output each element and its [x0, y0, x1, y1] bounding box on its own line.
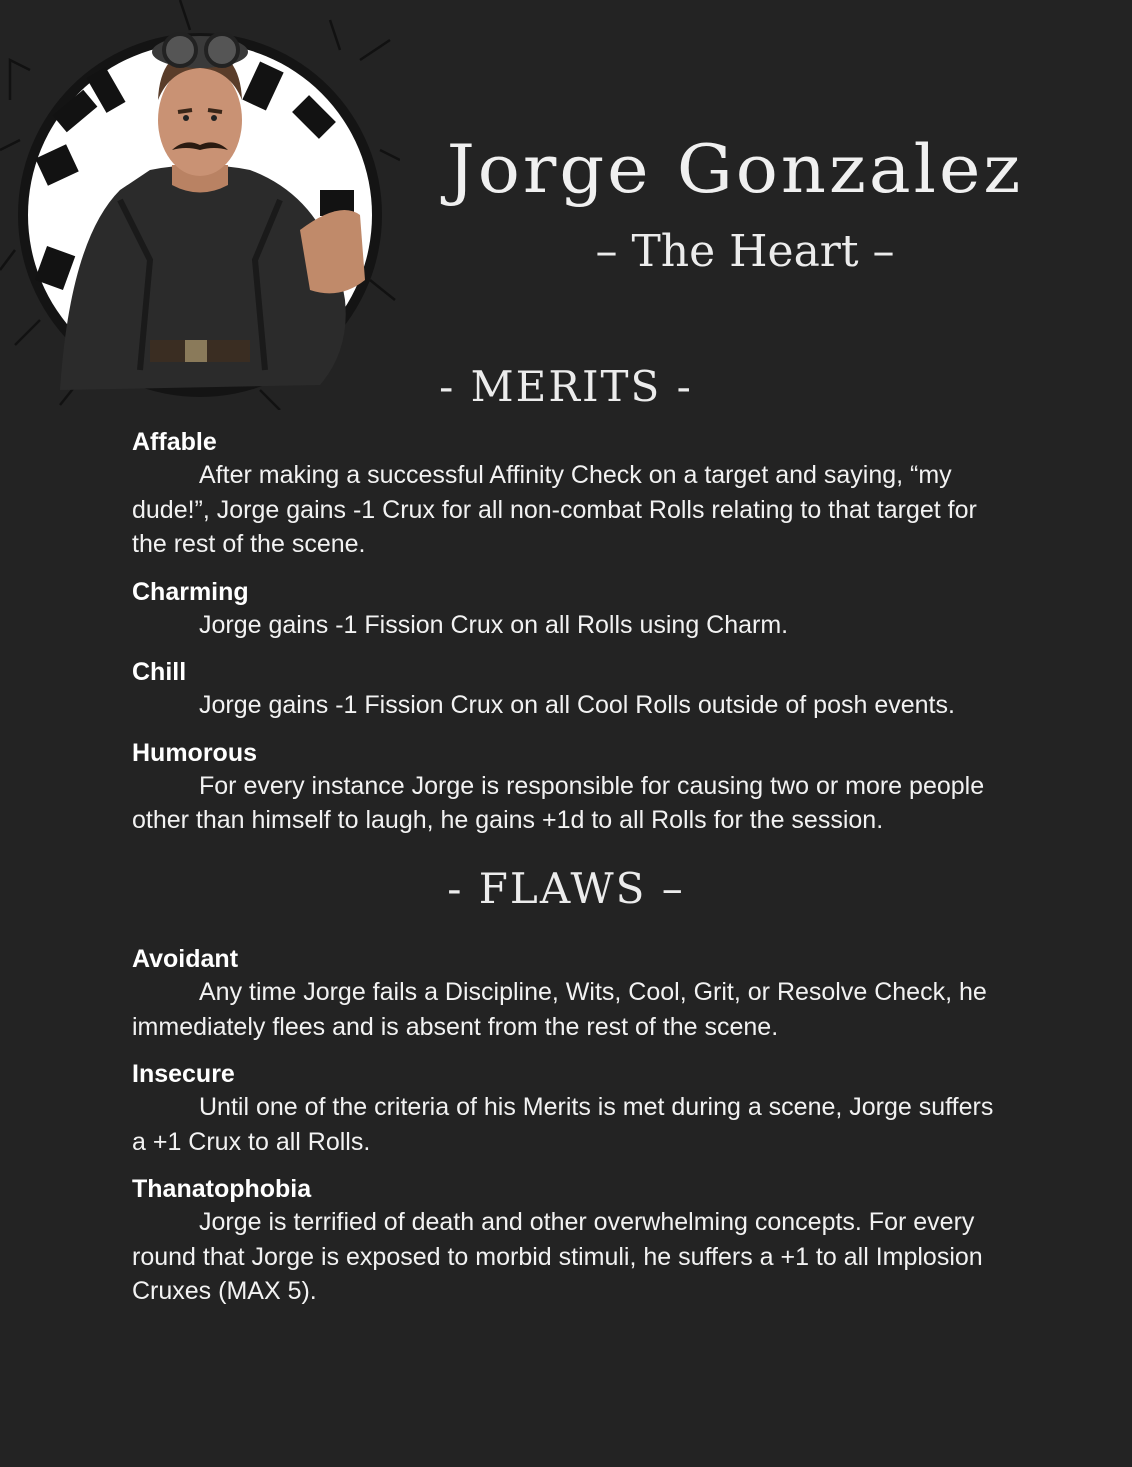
flaw-name: Thanatophobia	[132, 1175, 312, 1203]
merit-entry	[132, 656, 1012, 723]
merit-name: Humorous	[132, 738, 257, 767]
merit-entry	[132, 576, 1012, 643]
character-portrait-icon	[0, 0, 400, 410]
merit-description: After making a successful Affinity Check on a target and saying, “my dude!”, Jorge gains -1 Crux for all non-combat Rolls relating to that target for the rest of the scene.	[132, 461, 977, 558]
flaw-description: Any time Jorge fails a Discipline, Wits, Cool, Grit, or Resolve Check, he immediately flees and is absent from the rest of the scene.	[132, 978, 987, 1041]
merit-name: Affable	[132, 428, 217, 456]
character-name: Jorge Gonzalez	[446, 130, 1024, 208]
merits-heading: - MERITS -	[439, 362, 693, 411]
merit-description: For every instance Jorge is responsible for causing two or more people other than himself to laugh, he gains +1d to all Rolls for the session.	[132, 771, 985, 834]
flaws-heading: - FLAWS –	[447, 864, 685, 913]
merit-entry	[132, 737, 1012, 838]
flaws-list	[132, 943, 1012, 1323]
merit-name: Chill	[132, 658, 187, 686]
flaw-description: Until one of the criteria of his Merits is met during a scene, Jorge suffers a +1 Crux to all Rolls.	[132, 1093, 994, 1156]
merit-description: Jorge gains -1 Fission Crux on all Cool Rolls outside of posh events.	[199, 691, 955, 719]
character-portrait	[0, 0, 400, 410]
flaw-description: Jorge is terrified of death and other overwhelming concepts. For every round that Jorge is exposed to morbid stimuli, he suffers a +1 to all Implosion Cruxes (MAX 5).	[132, 1208, 983, 1305]
flaw-entry	[132, 1173, 1012, 1309]
flaw-name: Insecure	[132, 1060, 235, 1088]
merit-description: Jorge gains -1 Fission Crux on all Rolls using Charm.	[199, 610, 789, 639]
merit-name: Charming	[132, 577, 249, 606]
merits-list	[132, 426, 1012, 852]
flaw-entry	[132, 1058, 1012, 1159]
flaw-entry	[132, 943, 1012, 1044]
flaw-name: Avoidant	[132, 945, 239, 973]
merit-entry	[132, 426, 1012, 562]
character-subtitle: – The Heart –	[595, 226, 895, 277]
